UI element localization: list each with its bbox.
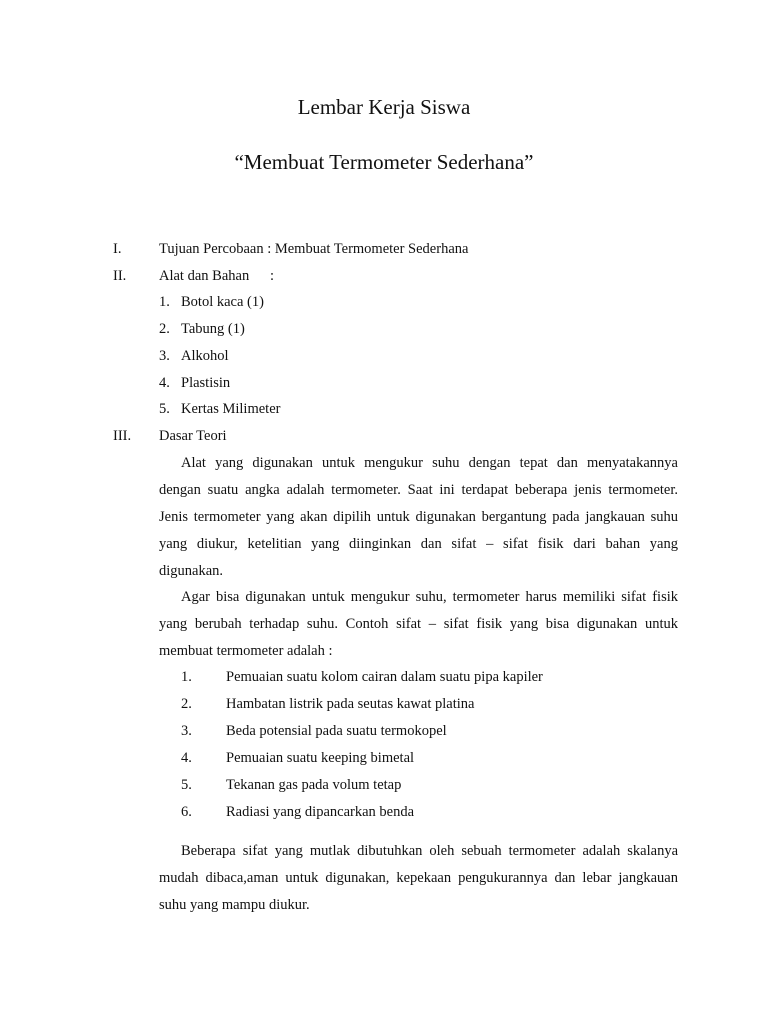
property-item: Pemuaian suatu kolom cairan dalam suatu pipa kapiler xyxy=(226,669,543,685)
section-2-colon: : xyxy=(270,268,275,284)
material-item: Tabung (1) xyxy=(181,321,245,337)
paragraph-line: yang diukur, ketelitian yang diinginkan dan sifat – sifat fisik dari bahan yang xyxy=(159,536,678,552)
paragraph-line: Jenis termometer yang akan dipilih untuk digunakan bergantung pada jangkauan suhu xyxy=(159,509,678,525)
section-1-numeral: I. xyxy=(113,241,122,257)
material-item: Botol kaca (1) xyxy=(181,294,264,310)
paragraph-line: digunakan. xyxy=(159,563,224,579)
material-number: 4. xyxy=(159,375,170,391)
property-number: 5. xyxy=(181,777,192,793)
material-number: 3. xyxy=(159,348,170,364)
paragraph-line: Beberapa sifat yang mutlak dibutuhkan oleh sebuah termometer adalah skalanya xyxy=(181,843,678,859)
property-item: Hambatan listrik pada seutas kawat platina xyxy=(226,696,475,712)
section-3-label: Dasar Teori xyxy=(159,428,227,444)
section-3-numeral: III. xyxy=(113,428,132,444)
property-item: Tekanan gas pada volum tetap xyxy=(226,777,402,793)
property-number: 2. xyxy=(181,696,192,712)
paragraph-line: mudah dibaca,aman untuk digunakan, kepekaan pengukurannya dan lebar jangkauan xyxy=(159,870,678,886)
material-number: 1. xyxy=(159,294,170,310)
property-item: Beda potensial pada suatu termokopel xyxy=(226,723,447,739)
property-item: Radiasi yang dipancarkan benda xyxy=(226,804,415,820)
property-item: Pemuaian suatu keeping bimetal xyxy=(226,750,415,766)
material-number: 2. xyxy=(159,321,170,337)
paragraph-line: suhu yang mampu diukur. xyxy=(159,897,310,913)
page-subtitle: “Membuat Termometer Sederhana” xyxy=(234,150,534,174)
property-number: 6. xyxy=(181,804,192,820)
property-number: 3. xyxy=(181,723,192,739)
property-number: 4. xyxy=(181,750,192,766)
paragraph-line: membuat termometer adalah : xyxy=(159,643,333,659)
paragraph-line: dengan suatu angka adalah termometer. Saat ini terdapat beberapa jenis termometer. xyxy=(159,482,678,498)
section-2-label: Alat dan Bahan xyxy=(159,268,250,284)
paragraph-line: Agar bisa digunakan untuk mengukur suhu, termometer harus memiliki sifat fisik xyxy=(181,589,678,605)
page-title: Lembar Kerja Siswa xyxy=(297,95,471,119)
property-number: 1. xyxy=(181,669,192,685)
material-item: Plastisin xyxy=(181,375,231,391)
material-item: Alkohol xyxy=(181,348,229,364)
paragraph-line: yang berubah terhadap suhu. Contoh sifat – sifat fisik yang bisa digunakan untuk xyxy=(159,616,678,632)
material-number: 5. xyxy=(159,401,170,417)
section-1-label: Tujuan Percobaan : Membuat Termometer Sederhana xyxy=(159,241,469,257)
paragraph-line: Alat yang digunakan untuk mengukur suhu dengan tepat dan menyatakannya xyxy=(181,455,678,471)
section-2-numeral: II. xyxy=(113,268,127,284)
material-item: Kertas Milimeter xyxy=(181,401,281,417)
